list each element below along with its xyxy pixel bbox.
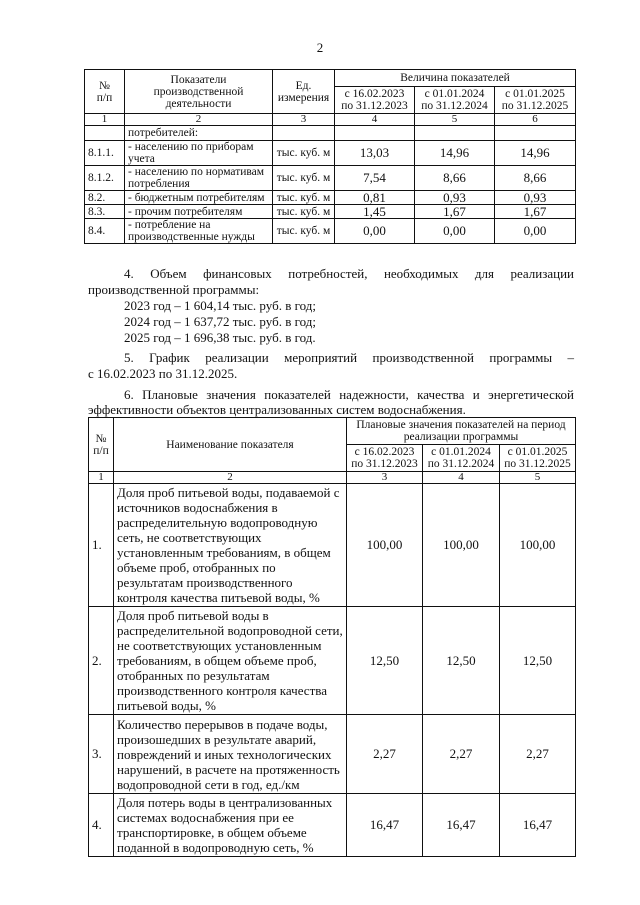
unit-cell: тыс. куб. м [273, 191, 335, 205]
table-row [89, 484, 576, 607]
indicator-cell: - прочим потребителям [125, 205, 273, 219]
indicator-name-cell: Доля потерь воды в централизованных системах водоснабжения при ее транспортировке, в общем объеме поданной в водопроводную сеть, % [114, 794, 347, 857]
value-cell: 14,96 [415, 141, 495, 166]
page-number: 2 [316, 40, 324, 55]
num-cell: 8.4. [85, 219, 125, 244]
index-row [89, 472, 576, 484]
header-values-group: Плановые значения показателей на период реализации программы [347, 418, 576, 445]
finance-2024: 2024 год – 1 637,72 тыс. руб. в год; [124, 314, 316, 329]
num-cell: 4. [89, 794, 114, 857]
value-cell: 1,67 [415, 205, 495, 219]
index-cell: 3 [347, 472, 423, 484]
finance-2025: 2025 год – 1 696,38 тыс. руб. в год. [124, 330, 316, 345]
production-indicators-table [84, 69, 576, 244]
header-unit: Ед. измерения [273, 70, 335, 114]
section-5-line-1: 5. График реализации мероприятий производственной программы – [124, 350, 574, 365]
index-row [85, 114, 576, 126]
section-4-line-2: производственной программы: [88, 282, 260, 297]
num-cell: 8.1.1. [85, 141, 125, 166]
indicator-cell: - бюджетным потребителям [125, 191, 273, 205]
indicator-name-cell: Количество перерывов в подаче воды, произошедших в результате аварий, повреждений и иных технологических нарушений, в расчете на протяженность водопроводной сети в год, ед./км [114, 715, 347, 794]
header-num: № п/п [89, 418, 114, 472]
num-cell: 8.2. [85, 191, 125, 205]
index-cell: 1 [85, 114, 125, 126]
unit-cell [273, 126, 335, 141]
table-row [85, 205, 576, 219]
num-cell: 8.1.2. [85, 166, 125, 191]
table-row [85, 141, 576, 166]
value-cell: 2,27 [347, 715, 423, 794]
table-row [89, 607, 576, 715]
index-cell: 4 [423, 472, 500, 484]
table-row [85, 166, 576, 191]
unit-cell: тыс. куб. м [273, 166, 335, 191]
section-5-line-2: с 16.02.2023 по 31.12.2025. [88, 366, 238, 381]
indicator-cell: - населению по приборам учета [125, 141, 273, 166]
index-cell: 4 [335, 114, 415, 126]
finance-2023: 2023 год – 1 604,14 тыс. руб. в год; [124, 298, 316, 313]
index-cell: 5 [415, 114, 495, 126]
value-cell: 1,67 [495, 205, 576, 219]
index-cell: 2 [125, 114, 273, 126]
value-cell: 12,50 [423, 607, 500, 715]
value-cell: 100,00 [423, 484, 500, 607]
num-cell: 2. [89, 607, 114, 715]
header-period-1: с 16.02.2023 по 31.12.2023 [335, 87, 415, 114]
value-cell: 0,00 [335, 219, 415, 244]
table-row [85, 191, 576, 205]
section-4-line-1: 4. Объем финансовых потребностей, необходимых для реализации [124, 266, 574, 281]
value-cell: 8,66 [415, 166, 495, 191]
value-cell: 12,50 [500, 607, 576, 715]
value-cell: 16,47 [347, 794, 423, 857]
value-cell: 0,00 [415, 219, 495, 244]
indicator-name-cell: Доля проб питьевой воды в распределительной водопроводной сети, не соответствующих установленным требованиям, в общем объеме проб, отобранных по результатам производственного контроля качества питьевой воды, % [114, 607, 347, 715]
num-cell: 8.3. [85, 205, 125, 219]
value-cell [335, 126, 415, 141]
value-cell: 0,81 [335, 191, 415, 205]
value-cell: 12,50 [347, 607, 423, 715]
indicator-cell: - потребление на производственные нужды [125, 219, 273, 244]
unit-cell: тыс. куб. м [273, 219, 335, 244]
header-period-2: с 01.01.2024 по 31.12.2024 [423, 445, 500, 472]
num-cell [85, 126, 125, 141]
header-indicator: Показатели производственной деятельности [125, 70, 273, 114]
header-period-3: с 01.01.2025 по 31.12.2025 [500, 445, 576, 472]
value-cell: 2,27 [423, 715, 500, 794]
value-cell: 16,47 [500, 794, 576, 857]
header-values-group: Величина показателей [335, 70, 576, 87]
header-period-3: с 01.01.2025 по 31.12.2025 [495, 87, 576, 114]
header-period-1: с 16.02.2023 по 31.12.2023 [347, 445, 423, 472]
table-row [85, 126, 576, 141]
value-cell: 7,54 [335, 166, 415, 191]
table-row [89, 715, 576, 794]
value-cell: 14,96 [495, 141, 576, 166]
table-row [85, 219, 576, 244]
index-cell: 3 [273, 114, 335, 126]
value-cell [415, 126, 495, 141]
unit-cell: тыс. куб. м [273, 141, 335, 166]
value-cell: 0,00 [495, 219, 576, 244]
table-row [89, 794, 576, 857]
reliability-indicators-table [88, 417, 576, 857]
index-cell: 5 [500, 472, 576, 484]
section-6-line-1: 6. Плановые значения показателей надежности, качества и энергетической [124, 387, 574, 402]
value-cell: 2,27 [500, 715, 576, 794]
value-cell: 0,93 [495, 191, 576, 205]
index-cell: 6 [495, 114, 576, 126]
value-cell: 8,66 [495, 166, 576, 191]
value-cell: 13,03 [335, 141, 415, 166]
num-cell: 1. [89, 484, 114, 607]
value-cell: 1,45 [335, 205, 415, 219]
num-cell: 3. [89, 715, 114, 794]
indicator-name-cell: Доля проб питьевой воды, подаваемой с источников водоснабжения в распределительную водопроводную сеть, не соответствующих установленным требованиям, в общем объеме проб, отобранных по результатам производственного контроля качества питьевой воды, % [114, 484, 347, 607]
value-cell: 100,00 [347, 484, 423, 607]
value-cell: 100,00 [500, 484, 576, 607]
index-cell: 2 [114, 472, 347, 484]
value-cell [495, 126, 576, 141]
value-cell: 16,47 [423, 794, 500, 857]
section-6-line-2: эффективности объектов централизованных систем водоснабжения. [88, 402, 466, 417]
header-period-2: с 01.01.2024 по 31.12.2024 [415, 87, 495, 114]
header-name: Наименование показателя [114, 418, 347, 472]
indicator-cell: потребителей: [125, 126, 273, 141]
index-cell: 1 [89, 472, 114, 484]
unit-cell: тыс. куб. м [273, 205, 335, 219]
value-cell: 0,93 [415, 191, 495, 205]
header-num: № п/п [85, 70, 125, 114]
indicator-cell: - населению по нормативам потребления [125, 166, 273, 191]
